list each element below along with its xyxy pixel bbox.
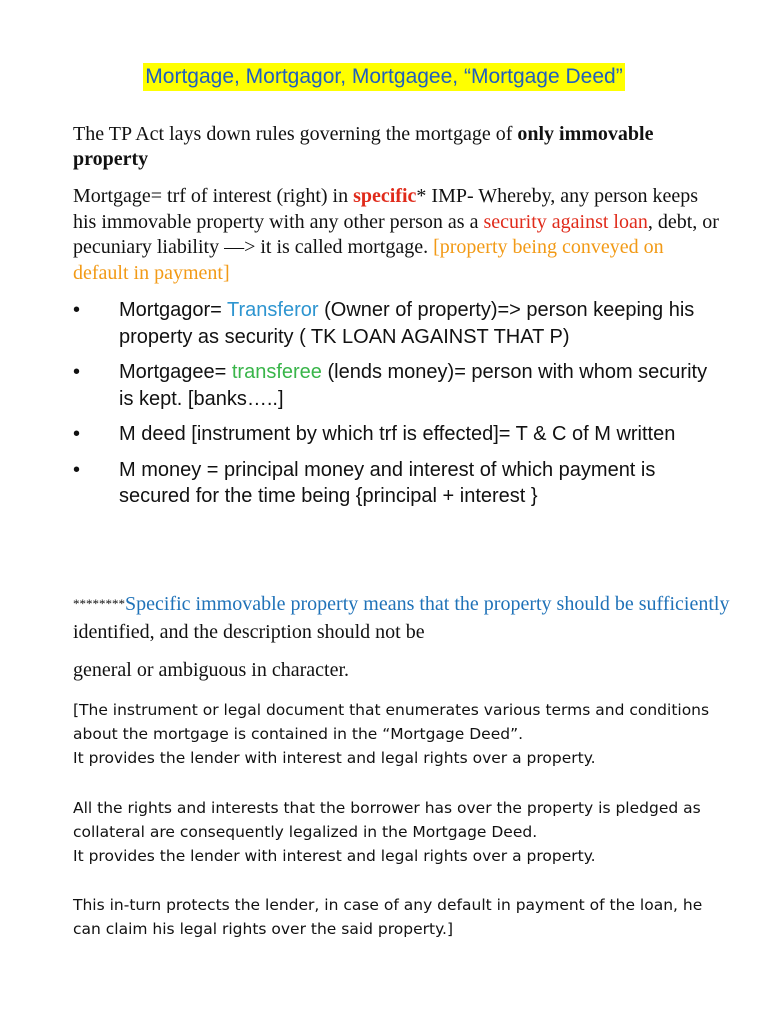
paragraph-protection: This in-turn protects the lender, in case of any default in payment of the loan, he can claim his legal rights over the said property.]: [73, 896, 703, 938]
specific-note-line2: general or ambiguous in character.: [73, 659, 349, 681]
bullet-mark: •: [73, 458, 81, 481]
bullet-list: [73, 297, 713, 519]
def-part2: * IMP- Whereby, any person keeps his immovable property with any other person as a: [73, 185, 698, 233]
bullet-highlight: Transferor: [227, 299, 319, 321]
intro-text: The TP Act lays down rules governing the mortgage of: [73, 123, 518, 145]
def-conveyed: property being conveyed on default in payment]: [73, 236, 664, 284]
specific-note: [73, 590, 733, 646]
bullet-text-a: M deed [instrument by which trf is effected]= T & C of M written: [119, 423, 676, 445]
bullet-text-b: (Owner of property)=> person keeping his property as security ( TK LOAN AGAINST THAT P): [119, 299, 695, 348]
bullet-text-a: Mortgagor=: [119, 299, 228, 321]
bullet-text-a: M money = principal money and interest of which payment is secured for the time being {principal + interest }: [119, 458, 656, 507]
def-part3: , debt, or pecuniary liability —> it is called mortgage.: [73, 210, 719, 258]
list-item: [73, 421, 713, 448]
definition-paragraph: [73, 184, 723, 286]
intro-bold: only immovable property: [73, 123, 654, 170]
paragraph-lender-rights-2: It provides the lender with interest and legal rights over a property.: [73, 847, 596, 865]
def-bracket-open: [: [433, 236, 440, 258]
paragraph-borrower-rights: All the rights and interests that the borrower has over the property is pledged as collateral are consequently legalized in the Mortgage Deed.: [73, 799, 701, 841]
specific-note-rest: identified, and the description should not be: [73, 621, 425, 643]
intro-paragraph: [73, 122, 713, 172]
paragraph-deed-instrument: [The instrument or legal document that enumerates various terms and conditions about the mortgage is contained in the “Mortgage Deed”.: [73, 701, 710, 743]
list-item: [73, 297, 713, 350]
def-part1: Mortgage= trf of interest (right) in: [73, 185, 354, 207]
bullet-mark: •: [73, 361, 81, 383]
bullet-highlight: transferee: [231, 361, 322, 383]
title-wrap: [0, 63, 768, 91]
document-title: Mortgage, Mortgagor, Mortgagee, “Mortgage Deed”: [143, 63, 624, 91]
list-item: [73, 359, 713, 412]
paragraph-lender-rights-1: It provides the lender with interest and legal rights over a property.: [73, 749, 596, 767]
bullet-text-a: Mortgagee=: [119, 361, 232, 383]
def-security: security against loan: [483, 210, 648, 233]
bullet-mark: •: [73, 299, 81, 321]
asterisks: ********: [73, 596, 125, 611]
bullet-text-b: (lends money)= person with whom security is kept. [banks…..]: [119, 361, 708, 410]
def-specific: specific: [353, 185, 417, 207]
list-item: [73, 457, 713, 510]
specific-note-blue: Specific immovable property means that the property should be sufficiently: [125, 593, 730, 615]
bullet-mark: •: [73, 423, 81, 445]
